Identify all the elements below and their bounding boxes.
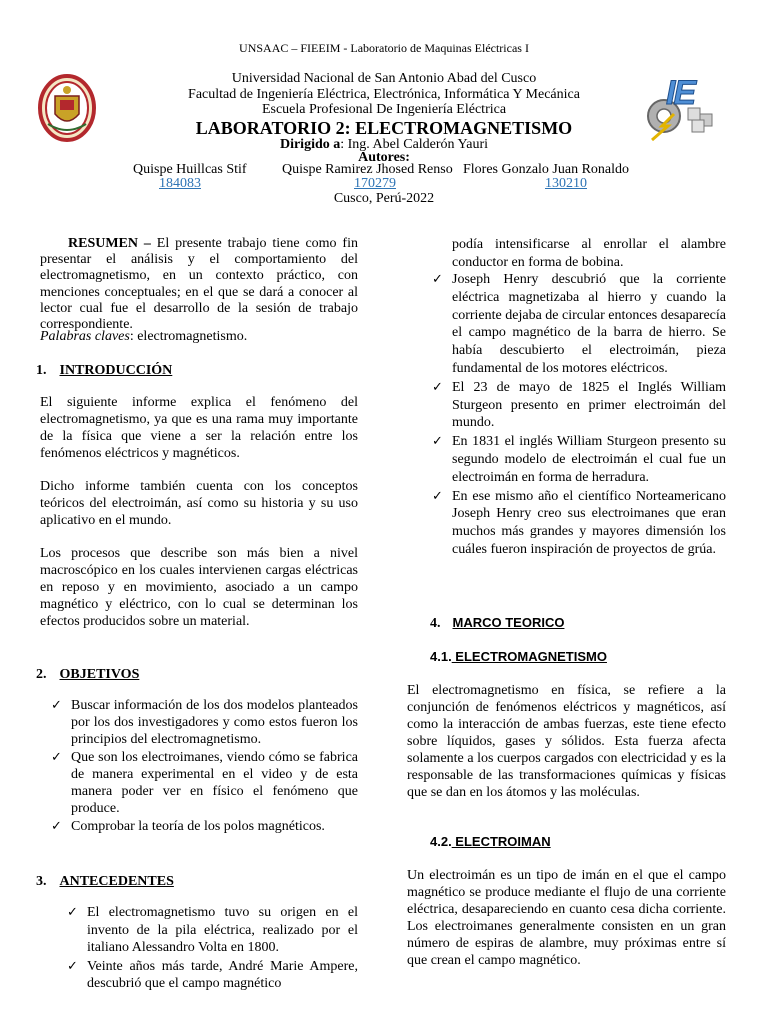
intro-paragraph: El siguiente informe explica el fenómeno del electromagnetismo, ya que es una rama muy importante de la física que viene a ser la relación entre los fenómenos eléctricos y magnéticos. [40, 395, 358, 461]
electromagnet-paragraph: Un electroimán es un tipo de imán en el que el campo magnético se produce mediante el flujo de una corriente eléctrica, desapareciendo en cuanto cesa dicha corriente. Los electroimanes generalmente consisten en un gran número de espiras de alambre, muy próximas entre sí que crean el campo magnético. [407, 868, 726, 968]
university-name: Universidad Nacional de San Antonio Abad del Cusco [231, 71, 537, 86]
running-header: UNSAAC – FIEEIM - Laboratorio de Maquinas Eléctricas I [239, 41, 529, 55]
section-title: MARCO TEORICO [452, 615, 565, 630]
background-list-continued [427, 271, 726, 560]
list-item: ✓ El electromagnetismo tuvo su origen en el invento de la pila eléctrica, realizado por el italiano Alessandro Volta en 1800. [67, 905, 358, 955]
keywords [40, 329, 358, 345]
section-number: 4. [430, 616, 441, 631]
list-item: ✓ Que son los electroimanes, viendo cómo se fabrica de manera experimental en el video y de esta manera poder ver en físico el fenómeno que produce. [51, 750, 358, 816]
checkmark-icon: ✓ [67, 958, 78, 974]
section-title: ANTECEDENTES [59, 874, 174, 889]
checkmark-icon: ✓ [432, 434, 443, 450]
keywords-label: Palabras claves [40, 329, 130, 344]
author-name: Quispe Huillcas Stif [133, 162, 247, 177]
checkmark-icon: ✓ [51, 750, 62, 765]
section-number: 3. [36, 874, 47, 889]
authors-label: Autores: [358, 150, 410, 165]
background-continuation: podía intensificarse al enrollar el alambre conductor en forma de bobina. [452, 237, 726, 270]
abstract-label: RESUMEN – [68, 236, 151, 251]
section-number: 4.2. [430, 834, 452, 849]
directed-value: : Ing. Abel Calderón Yauri [340, 137, 489, 152]
intro-paragraph: Los procesos que describe son más bien a nivel macroscópico en los cuales intervienen cargas eléctricas en reposo y en movimiento, asociado a un campo magnético y eléctrico, con lo cual se determinan los efectos producidos sobre un material. [40, 546, 358, 629]
section-heading-intro [36, 361, 172, 379]
checkmark-icon: ✓ [432, 379, 443, 395]
list-item: ✓ Joseph Henry descubrió que la corriente eléctrica magnetizaba al hierro y cuando la corriente dejaba de circular entonces desaparecía el campo magnético de la barra de hierro. Se había descubierto el electroimán, pieza fundamental de los motores eléctricos. [432, 272, 726, 376]
directed-label: Dirigido a [279, 137, 341, 152]
section-title: OBJETIVOS [59, 667, 140, 682]
intro-paragraph: Dicho informe también cuenta con los conceptos teóricos del electroimán, así como su historia y su uso aplicativo en el mundo. [40, 479, 358, 528]
author-code-link[interactable]: 170279 [354, 176, 396, 191]
section-number: 2. [36, 667, 47, 682]
section-number: 4.1. [430, 649, 452, 664]
subsection-heading-electromagnetismo [430, 648, 607, 666]
section-title: ELECTROMAGNETISMO [451, 649, 607, 664]
list-item: ✓ Buscar información de los dos modelos planteados por los dos investigadores y como estos fueron los principios del electromagnetismo. [51, 698, 358, 747]
checkmark-icon: ✓ [432, 488, 443, 504]
section-title: ELECTROIMAN [451, 834, 551, 849]
author-code-link[interactable]: 130210 [545, 176, 587, 191]
section-heading-marco [430, 614, 564, 632]
list-item: ✓ En ese mismo año el científico Norteamericano Joseph Henry creo sus electroimanes que eran muchos más grandes y mayores dimensión los cuáles fueron inspiración de proyectos de grúa. [432, 488, 726, 557]
section-number: 1. [36, 363, 47, 378]
checkmark-icon: ✓ [432, 272, 443, 287]
list-item: ✓ El 23 de mayo de 1825 el Inglés William Sturgeon presento en primer electroimán del mundo. [432, 379, 726, 431]
section-heading-objetivos [36, 665, 139, 683]
checkmark-icon: ✓ [51, 698, 62, 713]
logo-lettering: IE [666, 74, 695, 112]
author-code-link[interactable]: 184083 [159, 176, 201, 191]
section-title: INTRODUCCIÓN [59, 363, 173, 378]
abstract [40, 236, 358, 333]
place-date: Cusco, Perú-2022 [333, 191, 435, 206]
background-list [62, 904, 358, 994]
objectives-list [46, 697, 358, 836]
author-name: Flores Gonzalo Juan Ronaldo [463, 162, 630, 177]
checkmark-icon: ✓ [51, 819, 62, 834]
list-item: ✓ Veinte años más tarde, André Marie Ampere, descubrió que el campo magnético [67, 958, 358, 991]
list-item: ✓ Comprobar la teoría de los polos magnéticos. [51, 819, 325, 834]
school-name: Escuela Profesional De Ingeniería Eléctrica [261, 102, 507, 117]
faculty-name: Facultad de Ingeniería Eléctrica, Electrónica, Informática Y Mecánica [188, 87, 580, 102]
subsection-heading-electroiman [430, 833, 551, 851]
author-name: Quispe Ramirez Jhosed Renso [282, 162, 453, 177]
abstract-text: El presente trabajo tiene como fin presentar el análisis y el comportamiento del electromagnetismo, en un contexto práctico, con menciones conceptuales; en el que se dará a conocer al lector cual fue el desarrollo de la sesión de trabajo correspondiente. [40, 236, 358, 333]
keywords-value: : electromagnetismo. [129, 329, 248, 344]
list-item: ✓ En 1831 el inglés William Sturgeon presento su segundo modelo de electroimán el cual fue un electroimán en forma de herradura. [432, 434, 726, 485]
checkmark-icon: ✓ [67, 905, 78, 920]
document-title: LABORATORIO 2: ELECTROMAGNETISMO [195, 118, 573, 138]
section-heading-antecedentes [36, 872, 174, 890]
electromagnetism-paragraph: El electromagnetismo en física, se refiere a la conjunción de fenómenos eléctricos y magnéticos, así como la interacción de ambas fuerzas, este tiene efecto sobre líquidos, gases y sólidos. Esta fuerza afecta solamente a los cuerpos cargados con electricidad y es la responsable de las transformaciones químicas y físicas que se dan en los átomos y las moléculas. [407, 683, 726, 800]
